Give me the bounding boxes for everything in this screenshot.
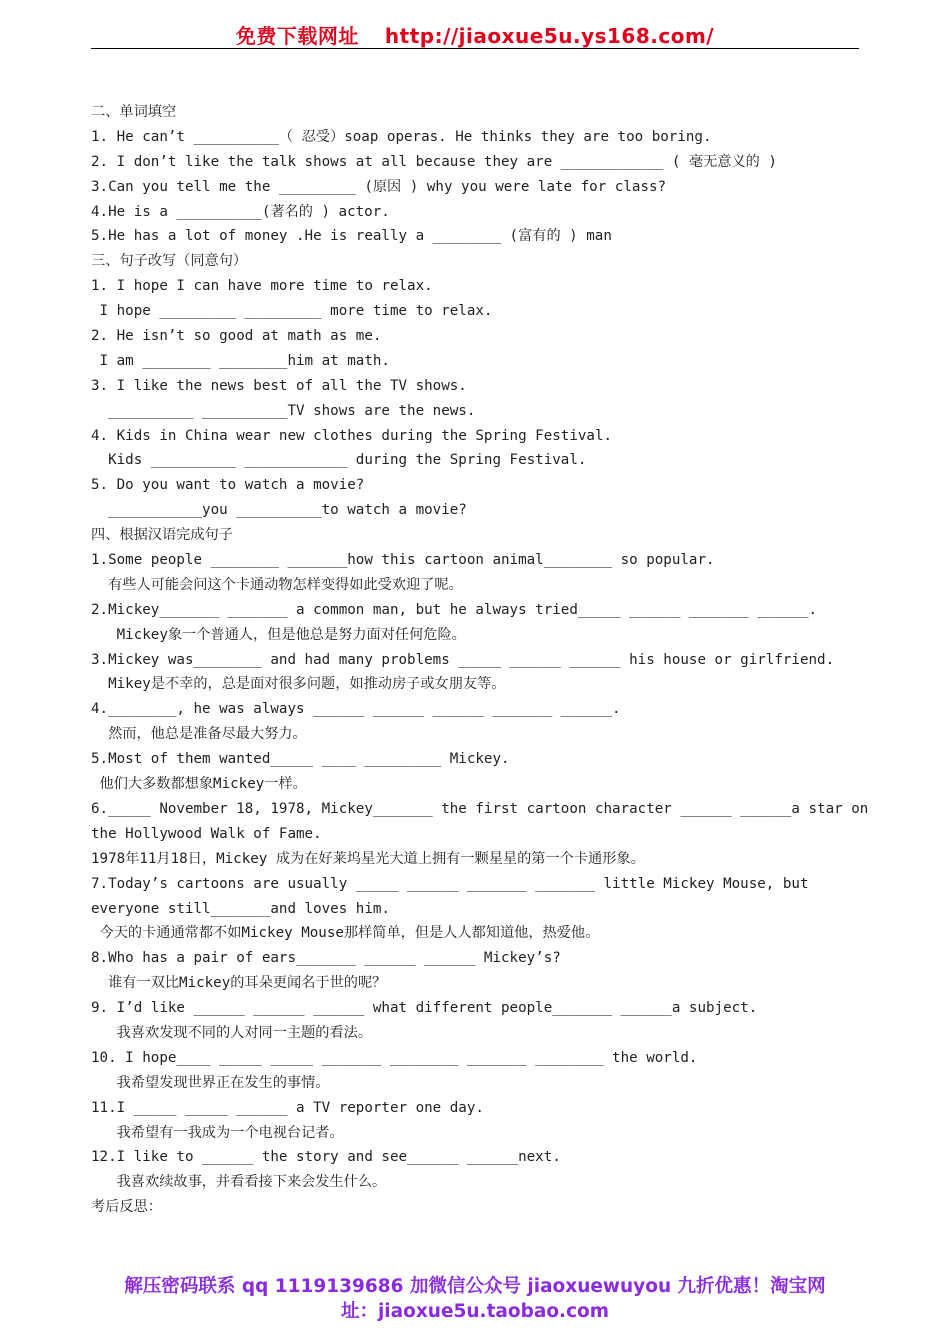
- worksheet-line: 然而，他总是准备尽最大努力。: [91, 726, 307, 743]
- worksheet-line: 3.Can you tell me the _________ (原因 ) why you were late for class?: [91, 178, 667, 195]
- worksheet-line: 四、根据汉语完成句子: [91, 527, 233, 544]
- worksheet-line: 3. I like the news best of all the TV shows.: [91, 377, 467, 394]
- footer-line-1: 解压密码联系 qq 1119139686 加微信公众号 jiaoxuewuyou 九折优惠！淘宝网: [124, 1276, 826, 1297]
- worksheet-line: ___________you __________to watch a movie?: [91, 502, 467, 519]
- worksheet-line: 3.Mickey was________ and had many problems _____ ______ ______ his house or girlfriend.: [91, 651, 835, 668]
- worksheet-line: __________ __________TV shows are the news.: [91, 402, 476, 419]
- worksheet-line: 11.I _____ _____ ______ a TV reporter one day.: [91, 1099, 484, 1116]
- worksheet-line: 2. I don’t like the talk shows at all because they are ____________ ( 毫无意义的 ): [91, 153, 777, 170]
- worksheet-line: everyone still_______and loves him.: [91, 900, 390, 917]
- worksheet-line: 我喜欢发现不同的人对同一主题的看法。: [91, 1024, 373, 1041]
- header-banner: [0, 20, 950, 49]
- worksheet-line: Mickey象一个普通人，但是他总是努力面对任何危险。: [91, 626, 466, 643]
- worksheet-line: 1. He can’t __________（ 忍受）soap operas. He thinks they are too boring.: [91, 128, 712, 145]
- worksheet-line: 5.He has a lot of money .He is really a ________ (富有的 ) man: [91, 228, 612, 245]
- worksheet-line: I hope _________ _________ more time to relax.: [91, 303, 493, 320]
- worksheet-line: 我希望有一我成为一个电视台记者。: [91, 1124, 344, 1141]
- worksheet-line: 7.Today’s cartoons are usually _____ ______ _______ _______ little Mickey Mouse, but: [91, 875, 809, 892]
- worksheet-line: Mikey是不幸的，总是面对很多问题，如推动房子或女朋友等。: [91, 676, 506, 693]
- worksheet-line: 10. I hope____ _____ _____ _______ ________ _______ ________ the world.: [91, 1049, 698, 1066]
- header-divider: [91, 48, 859, 49]
- worksheet-line: 12.I like to ______ the story and see______ ______next.: [91, 1149, 561, 1166]
- worksheet-line: 今天的卡通通常都不如Mickey Mouse那样简单，但是人人都知道他，热爱他。: [91, 925, 600, 942]
- worksheet-line: 1.Some people ________ _______how this cartoon animal________ so popular.: [91, 552, 715, 569]
- worksheet-line: 1. I hope I can have more time to relax.: [91, 278, 433, 295]
- header-label: 免费下载网址: [235, 24, 359, 48]
- worksheet-line: 8.Who has a pair of ears_______ ______ ______ Mickey’s?: [91, 950, 561, 967]
- worksheet-line: Kids __________ ____________ during the Spring Festival.: [91, 452, 587, 469]
- footer-line-2: 址：jiaoxue5u.taobao.com: [340, 1301, 610, 1322]
- worksheet-line: I am ________ ________him at math.: [91, 352, 390, 369]
- worksheet-line: 6._____ November 18, 1978, Mickey_______ the first cartoon character ______ ______a star on: [91, 800, 869, 817]
- worksheet-line: 我喜欢续故事，并看看接下来会发生什么。: [91, 1174, 387, 1191]
- worksheet-line: the Hollywood Walk of Fame.: [91, 825, 322, 842]
- footer-banner: [95, 1274, 855, 1324]
- worksheet-line: 4.________, he was always ______ ______ ______ _______ ______.: [91, 701, 621, 718]
- worksheet-line: 他们大多数都想象Mickey一样。: [91, 776, 307, 793]
- worksheet-line: 2.Mickey_______ _______ a common man, but he always tried_____ ______ _______ ______.: [91, 601, 818, 618]
- worksheet-line: 有些人可能会问这个卡通动物怎样变得如此受欢迎了呢。: [91, 576, 463, 593]
- worksheet-line: 2. He isn’t so good at math as me.: [91, 328, 382, 345]
- header-url-link[interactable]: http://jiaoxue5u.ys168.com/: [384, 24, 715, 48]
- worksheet-line: 我希望发现世界正在发生的事情。: [91, 1074, 330, 1091]
- worksheet-line: 9. I’d like ______ ______ ______ what different people_______ ______a subject.: [91, 1000, 758, 1017]
- worksheet-line: 4. Kids in China wear new clothes during the Spring Festival.: [91, 427, 613, 444]
- worksheet-line: 考后反思：: [91, 1199, 162, 1216]
- worksheet-line: 5.Most of them wanted_____ ____ _________ Mickey.: [91, 751, 510, 768]
- worksheet-line: 5. Do you want to watch a movie?: [91, 477, 365, 494]
- worksheet-line: 4.He is a __________(著名的 ) actor.: [91, 203, 390, 220]
- worksheet-line: 1978年11月18日，Mickey 成为在好莱坞星光大道上拥有一颗星星的第一个卡通形象。: [91, 850, 645, 867]
- worksheet-line: 三、句子改写（同意句）: [91, 253, 248, 270]
- worksheet-line: 二、单词填空: [91, 104, 177, 120]
- worksheet-line: 谁有一双比Mickey的耳朵更闻名于世的呢？: [91, 975, 387, 992]
- worksheet-body: [91, 100, 869, 1220]
